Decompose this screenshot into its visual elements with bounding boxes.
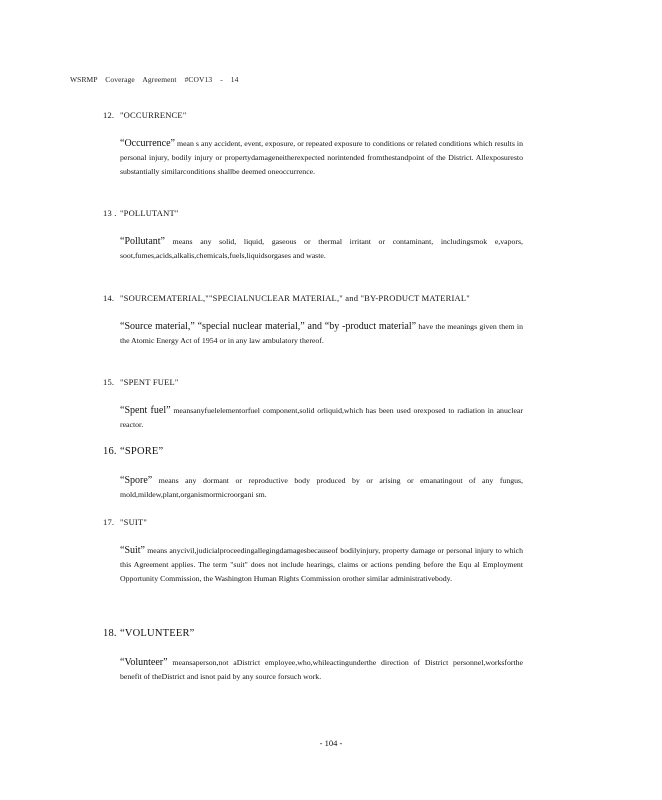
definition-text: mean s any accident, event, exposure, or repeated exposure to conditions or related conditions which results in personal injury, bodily injury or propertydamageneitherexpected norintended fromthestandpoint of the District. Allexposuresto substantially similarconditions shallbe deemed oneoccurrence. [120, 139, 523, 176]
definition-term: “Suit” [120, 545, 145, 556]
definition-term: “Volunteer” [120, 657, 168, 668]
definition-number: 18. [103, 628, 117, 639]
definition-number: 13 . [103, 208, 117, 218]
definition-source-material [103, 293, 523, 345]
definition-title: "SUIT" [120, 517, 148, 527]
definition-text: meansaperson,not aDistrict employee,who,whileactingunderthe direction of District personnel,worksforthe benefit of theDistrict and isnot paid by any source forsuch work. [120, 658, 523, 681]
definition-text: means anycivil,judicialproceedingallegingdamagesbecauseof bodilyinjury, property damage or personal injury to which this Agreement applies. The term "suit" does not include hearings, claims or actions pending before the Equ al Employment Opportunity Commission, the Washington Human Rights Commission orother similar administrativebody. [120, 546, 523, 583]
definition-title: "SOURCEMATERIAL,""SPECIALNUCLEAR MATERIAL," and "BY-PRODUCT MATERIAL" [120, 293, 470, 303]
definition-heading [103, 110, 523, 120]
definition-text: meansanyfuelelementorfuel component,solid orliquid,which has been used orexposed to radiation in anuclear reactor. [120, 406, 523, 429]
definition-heading [103, 293, 523, 303]
definition-term: “Spent fuel” [120, 405, 171, 416]
definition-heading [103, 628, 523, 639]
definition-heading [103, 517, 523, 527]
definition-title: "SPENT FUEL" [120, 377, 179, 387]
definition-number: 15. [103, 377, 115, 387]
definition-term: “Occurrence” [120, 138, 175, 149]
definition-term: “Spore” [120, 475, 153, 486]
definition-body [120, 474, 523, 502]
definition-text: means any solid, liquid, gaseous or thermal irritant or contaminant, includingsmok e,vapors, soot,fumes,acids,alkalis,chemicals,fuels,liquidsorgases and waste. [120, 237, 523, 260]
definition-suit [103, 517, 523, 583]
definition-number: 16. [103, 446, 117, 457]
page-number: - 104 - [319, 738, 343, 748]
definition-heading [103, 377, 523, 387]
definition-term: “Pollutant” [120, 236, 165, 247]
definition-spent-fuel [103, 377, 523, 429]
definition-body [120, 235, 523, 263]
definition-number: 12. [103, 110, 115, 120]
definition-term: “Source material,” “special nuclear material,” and “by -product material” [120, 321, 417, 332]
definition-text: means any dormant or reproductive body produced by or arising or emanatingout of any fungus, mold,mildew,plant,organismormicroorgani sm. [120, 476, 524, 499]
definition-body [120, 320, 523, 348]
definition-title: “SPORE” [120, 446, 164, 457]
definition-body [120, 656, 523, 684]
definition-body [120, 544, 523, 585]
definition-text: have the meanings given them in the Atomic Energy Act of 1954 or in any law ambulatory thereof. [120, 322, 523, 345]
definition-volunteer [103, 628, 523, 681]
definition-number: 17. [103, 517, 115, 527]
definition-pollutant [103, 208, 523, 260]
definition-body [120, 137, 523, 178]
definition-heading [103, 208, 523, 218]
definition-title: "OCCURRENCE" [120, 110, 187, 120]
definition-number: 14. [103, 293, 115, 303]
page-header: WSRMP Coverage Agreement #COV13 - 14 [70, 75, 239, 84]
definition-spore [103, 446, 524, 499]
definition-heading [103, 446, 523, 457]
definition-occurrence [103, 110, 523, 176]
definition-body [120, 404, 523, 432]
definition-title: “VOLUNTEER” [120, 628, 195, 639]
definition-title: "POLLUTANT" [120, 208, 179, 218]
